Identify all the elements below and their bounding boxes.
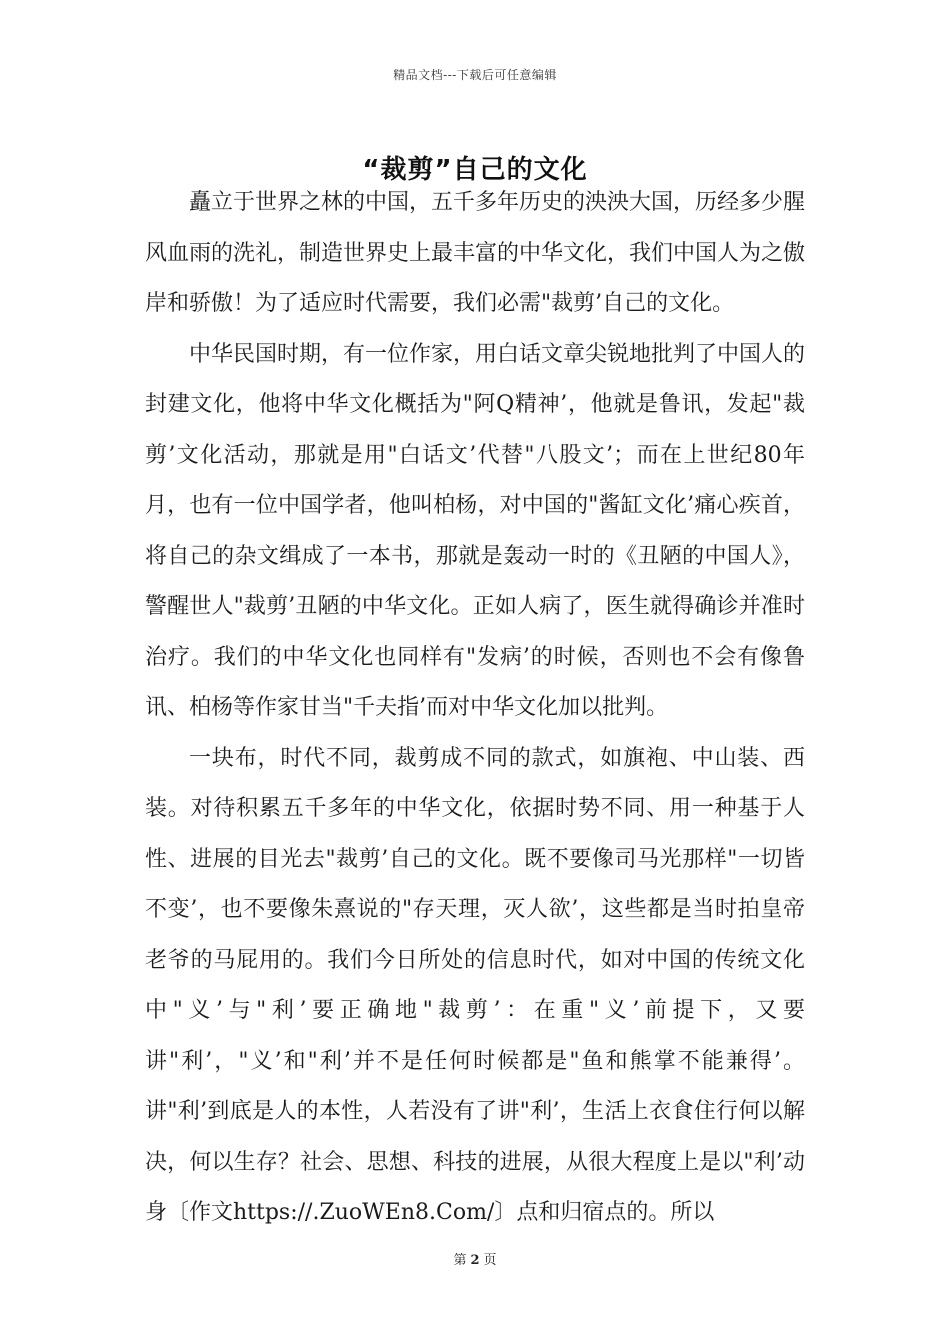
page-header: 精品文档---下载后可任意编辑	[393, 68, 557, 82]
paragraph-2: 中华民国时期，有一位作家，用白话文章尖锐地批判了中国人的封建文化，他将中华文化概括为"阿Q精神’，他就是鲁讯，发起"裁剪’文化活动，那就是用"白话文’代替"八股文’；而在上世纪80年月，也有一位中国学者，他叫柏杨，对中国的"酱缸文化’痛心疾首，将自己的杂文缉成了一本书，那就是轰动一时的《丑陋的中国人》，警醒世人"裁剪’丑陋的中华文化。正如人病了，医生就得确诊并准时治疗。我们的中华文化也同样有"发病’的时候，否则也不会有像鲁讯、柏杨等作家甘当"千夫指’而对中华文化加以批判。	[145, 341, 806, 720]
page-number-prefix: 第	[453, 1253, 467, 1268]
document-title: “裁剪”自己的文化	[362, 155, 588, 186]
paragraph-3: 一块布，时代不同，裁剪成不同的款式，如旗袍、中山装、西装。对待积累五千多年的中华文化，依据时势不同、用一种基于人性、进展的目光去"裁剪’自己的文化。既不要像司马光那样"一切皆不变’，也不要像朱熹说的"存天理，灭人欲’，这些都是当时拍皇帝老爷的马屁用的。我们今日所处的信息时代，如对中国的传统文化中"义’与"利’要正确地"裁剪’：在重"义’前提下，又要讲"利’，"义’和"利’并不是任何时候都是"鱼和熊掌不能兼得’。讲"利’到底是人的本性，人若没有了讲"利’，生活上衣食住行何以解决，何以生存？社会、思想、科技的进展，从很大程度上是以"利’动身〔作文https://.ZuoWEn8.Com/〕点和归宿点的。所以	[145, 745, 805, 1225]
page-number-suffix: 页	[483, 1253, 497, 1268]
page-footer	[0, 1249, 950, 1268]
document-body	[145, 178, 805, 1239]
paragraph-1: 矗立于世界之林的中国，五千多年历史的泱泱大国，历经多少腥风血雨的洗礼，制造世界史上最丰富的中华文化，我们中国人为之傲岸和骄傲！为了适应时代需要，我们必需"裁剪’自己的文化。	[145, 190, 806, 316]
page-number: 2	[470, 1253, 480, 1268]
